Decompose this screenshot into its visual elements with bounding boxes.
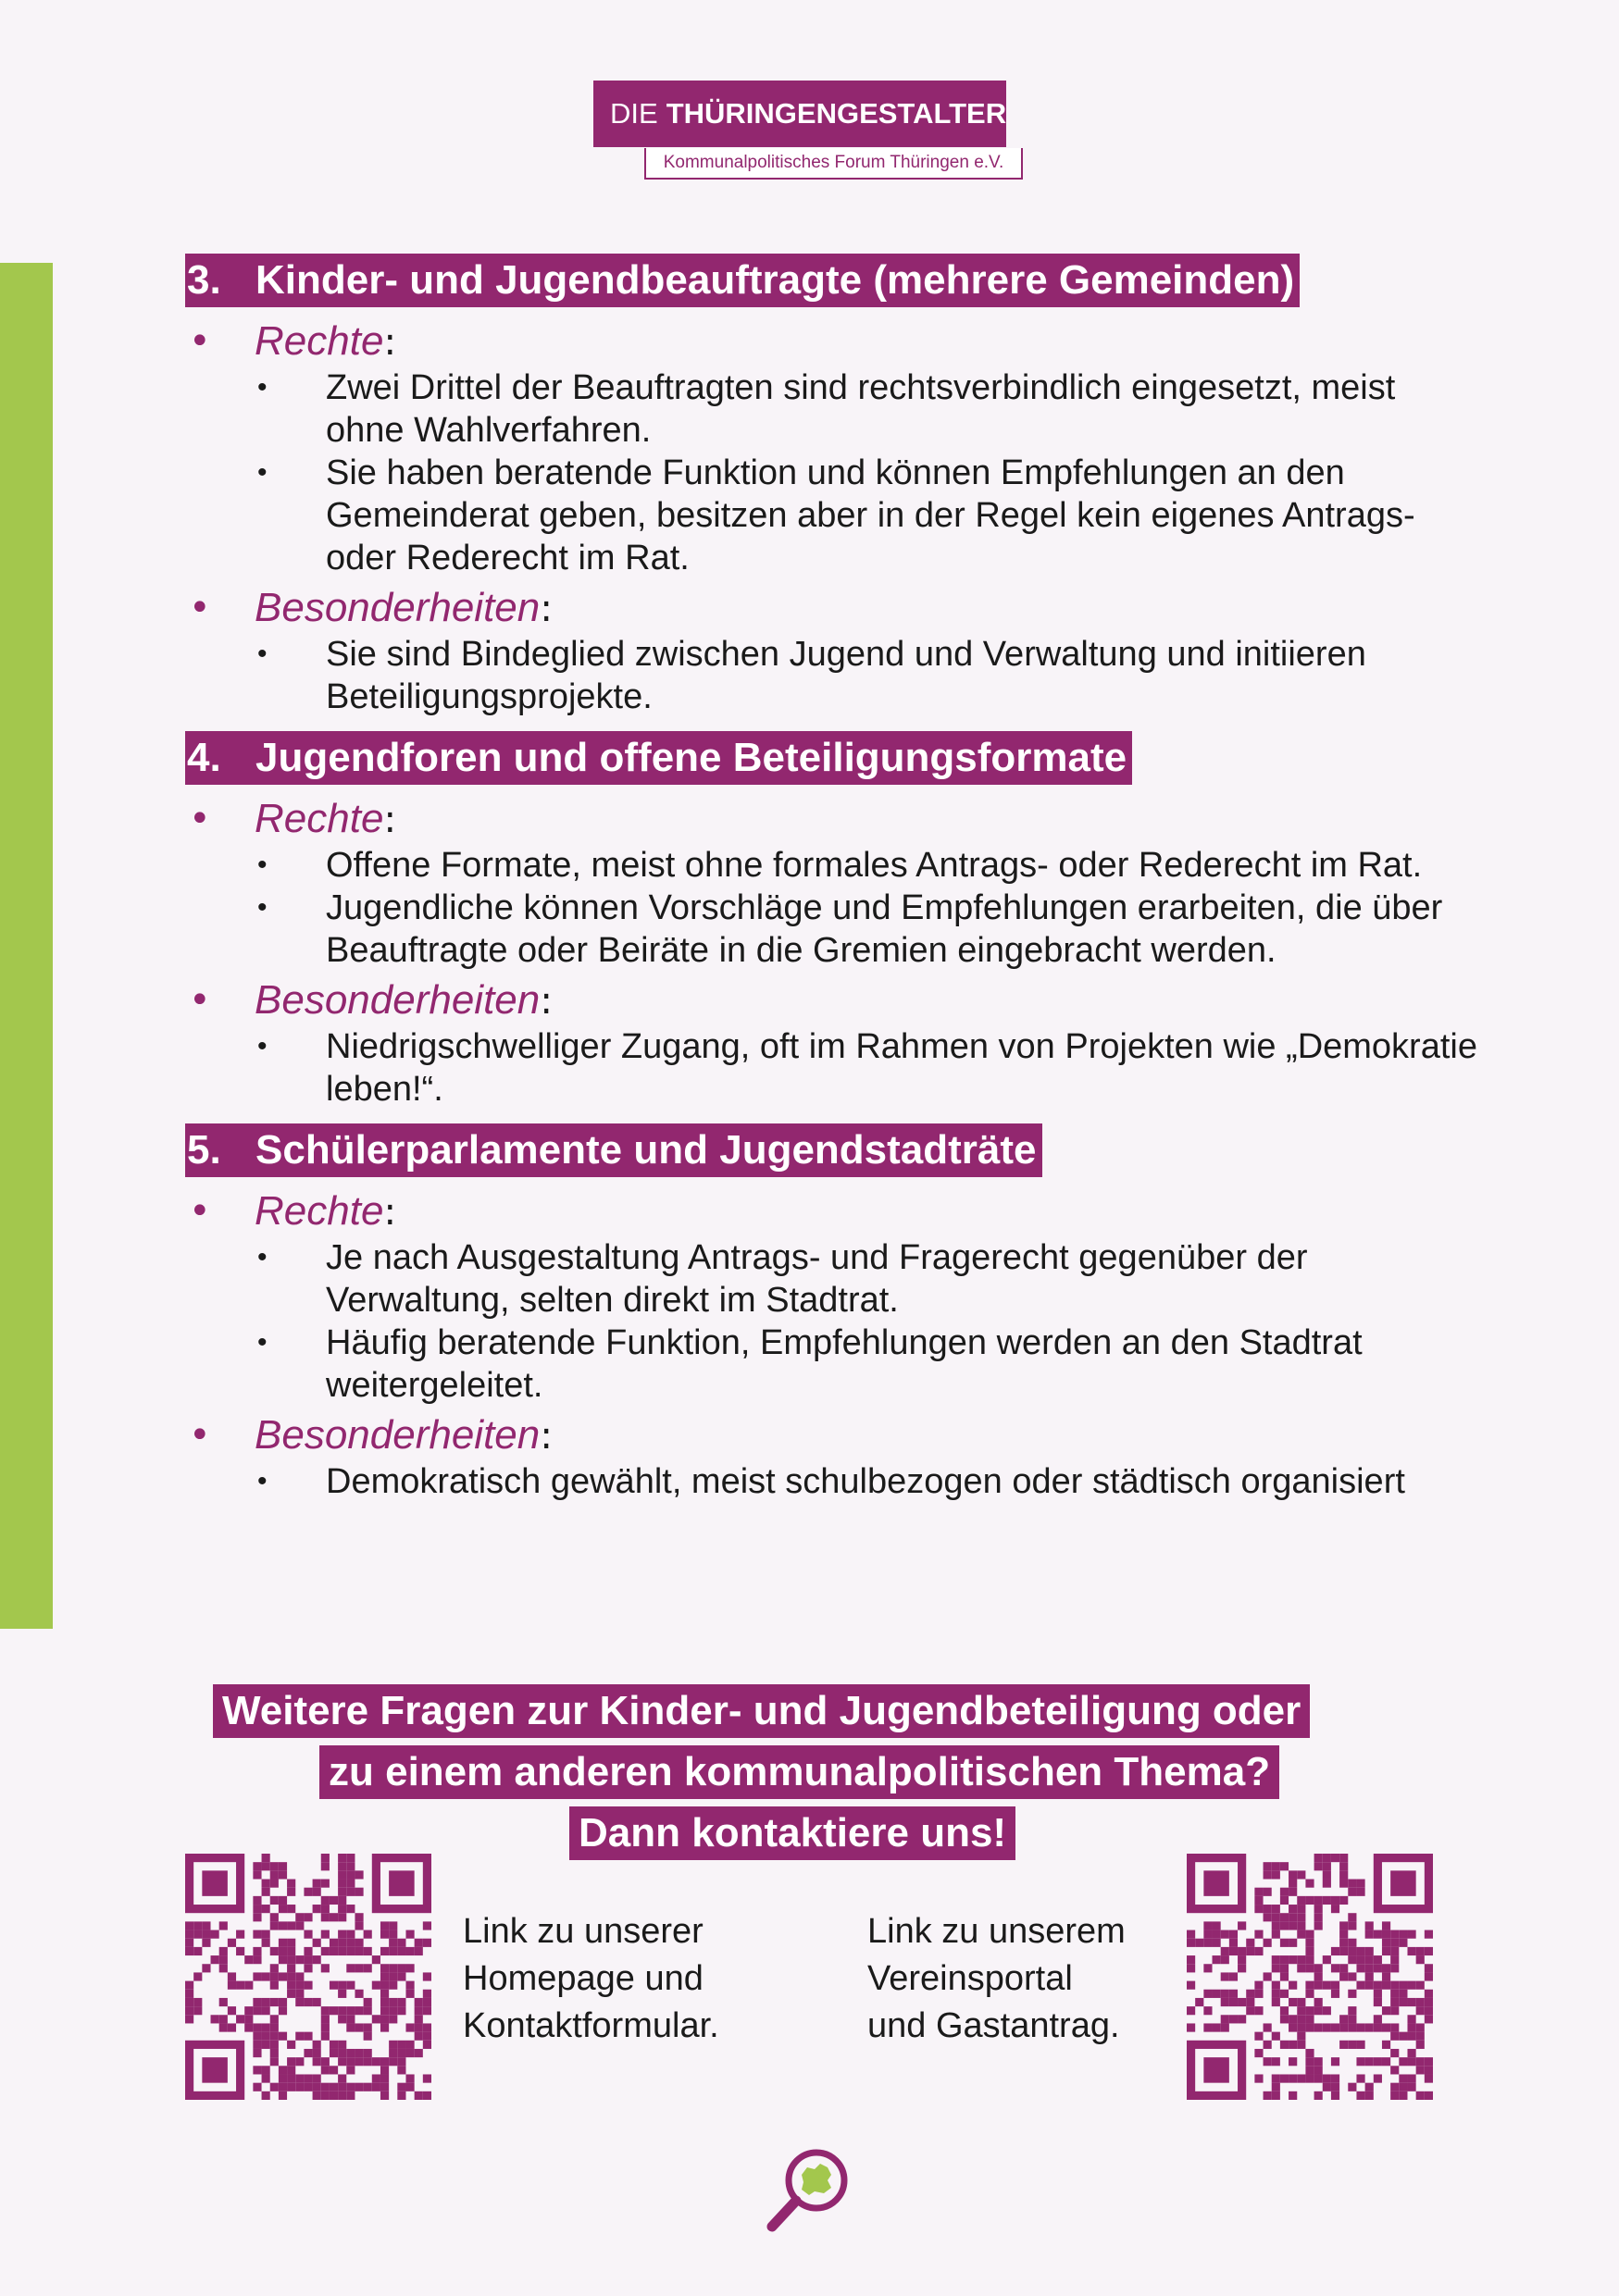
homepage-link-text xyxy=(463,1908,824,2050)
portal-link-line: Vereinsportal xyxy=(867,1959,1073,1998)
section-4 xyxy=(185,731,1481,1111)
category-label: Rechte xyxy=(255,1188,384,1234)
list-item: • Je nach Ausgestaltung Antrags- und Fragerecht gegenüber der Verwaltung, selten direkt im Stadtrat. xyxy=(257,1238,1308,1320)
qr-code-homepage[interactable] xyxy=(185,1854,431,2100)
category-besonderheiten: • Besonderheiten: xyxy=(189,977,554,1023)
list-item-text: Demokratisch gewählt, meist schulbezogen oder städtisch organisiert xyxy=(326,1462,1405,1501)
section-3 xyxy=(185,254,1481,718)
category-rechte: • Rechte: xyxy=(189,318,397,364)
section-title-text: Jugendforen und offene Beteiligungsformate xyxy=(255,735,1127,780)
call-to-action xyxy=(0,1684,1619,1868)
cta-line-1: Weitere Fragen zur Kinder- und Jugendbeteiligung oder xyxy=(213,1684,1310,1738)
logo-main xyxy=(593,81,1006,147)
qr-code-icon xyxy=(1187,1854,1433,2100)
section-title-text: Kinder- und Jugendbeauftragte (mehrere Gemeinden) xyxy=(255,257,1295,303)
category-besonderheiten: • Besonderheiten: xyxy=(189,1412,554,1458)
green-side-bar xyxy=(0,263,53,1629)
qr-code-icon xyxy=(185,1854,431,2100)
section-title xyxy=(185,1123,1042,1177)
list-item: • Niedrigschwelliger Zugang, oft im Rahmen von Projekten wie „Demokratie leben!“. xyxy=(257,1027,1477,1109)
section-title xyxy=(185,731,1132,785)
category-label: Besonderheiten xyxy=(255,977,541,1023)
list-item: • Zwei Drittel der Beauftragten sind rechtsverbindlich eingesetzt, meist ohne Wahlverfahren. xyxy=(257,368,1396,450)
section-5 xyxy=(185,1123,1481,1503)
logo-subtitle: Kommunalpolitisches Forum Thüringen e.V. xyxy=(644,148,1023,180)
portal-link-line: Link zu unserem xyxy=(867,1912,1126,1951)
list-item-text: Niedrigschwelliger Zugang, oft im Rahmen von Projekten wie „Demokratie leben!“. xyxy=(326,1027,1477,1109)
category-besonderheiten: • Besonderheiten: xyxy=(189,585,554,630)
list-item-text: Sie sind Bindeglied zwischen Jugend und Verwaltung und initiieren Beteiligungsprojekte. xyxy=(326,635,1366,716)
logo-light-text: DIE xyxy=(610,97,658,130)
list-item-text: Zwei Drittel der Beauftragten sind rechtsverbindlich eingesetzt, meist ohne Wahlverfahren. xyxy=(326,368,1396,450)
section-number: 4. xyxy=(187,735,221,780)
section-number: 3. xyxy=(187,257,221,303)
list-item: • Sie haben beratende Funktion und können Empfehlungen an den Gemeinderat geben, besitzen aber in der Regel kein eigenes Antrags- oder Rederecht im Rat. xyxy=(257,453,1415,577)
portal-link-line: und Gastantrag. xyxy=(867,2006,1120,2045)
section-title xyxy=(185,254,1300,307)
bullet-list xyxy=(185,366,1481,579)
category-label: Besonderheiten xyxy=(255,585,541,630)
bullet-list xyxy=(185,633,1481,718)
cta-line-2: zu einem anderen kommunalpolitischen Thema? xyxy=(319,1745,1279,1799)
homepage-link-line: Homepage und xyxy=(463,1959,704,1998)
category-label: Rechte xyxy=(255,796,384,841)
list-item: • Offene Formate, meist ohne formales Antrags- oder Rederecht im Rat. xyxy=(257,846,1423,885)
homepage-link-line: Kontaktformular. xyxy=(463,2006,719,2045)
list-item: • Demokratisch gewählt, meist schulbezogen oder städtisch organisiert xyxy=(257,1462,1405,1501)
list-item: • Häufig beratende Funktion, Empfehlungen werden an den Stadtrat weitergeleitet. xyxy=(257,1323,1363,1405)
list-item: • Jugendliche können Vorschläge und Empfehlungen erarbeiten, die über Beauftragte oder Beiräte in die Gremien eingebracht werden. xyxy=(257,888,1443,970)
list-item-text: Offene Formate, meist ohne formales Antrags- oder Rederecht im Rat. xyxy=(326,846,1423,885)
section-title-text: Schülerparlamente und Jugendstadträte xyxy=(255,1127,1037,1173)
category-rechte: • Rechte: xyxy=(189,1188,397,1234)
category-label: Besonderheiten xyxy=(255,1412,541,1458)
bullet-list xyxy=(185,1236,1481,1407)
bullet-list xyxy=(185,844,1481,972)
section-number: 5. xyxy=(187,1127,221,1173)
main-content xyxy=(185,254,1481,1516)
list-item-text: Je nach Ausgestaltung Antrags- und Fragerecht gegenüber der Verwaltung, selten direkt im Stadtrat. xyxy=(326,1238,1308,1320)
logo xyxy=(593,81,1023,172)
list-item-text: Häufig beratende Funktion, Empfehlungen werden an den Stadtrat weitergeleitet. xyxy=(326,1323,1363,1405)
category-rechte: • Rechte: xyxy=(189,796,397,841)
cta-line-3: Dann kontaktiere uns! xyxy=(569,1806,1015,1860)
magnifier-thuringia-icon xyxy=(759,2138,861,2240)
list-item-text: Sie haben beratende Funktion und können Empfehlungen an den Gemeinderat geben, besitzen aber in der Regel kein eigenes Antrags- oder Rederecht im Rat. xyxy=(326,453,1415,577)
qr-code-portal[interactable] xyxy=(1187,1854,1433,2100)
category-label: Rechte xyxy=(255,318,384,364)
bullet-list xyxy=(185,1460,1481,1503)
bullet-list xyxy=(185,1025,1481,1111)
list-item: • Sie sind Bindeglied zwischen Jugend und Verwaltung und initiieren Beteiligungsprojekte. xyxy=(257,635,1366,716)
portal-link-text xyxy=(867,1908,1182,2050)
homepage-link-line: Link zu unserer xyxy=(463,1912,704,1951)
logo-bold-text: THÜRINGENGESTALTER xyxy=(666,97,1007,130)
list-item-text: Jugendliche können Vorschläge und Empfehlungen erarbeiten, die über Beauftragte oder Beiräte in die Gremien eingebracht werden. xyxy=(326,888,1443,970)
